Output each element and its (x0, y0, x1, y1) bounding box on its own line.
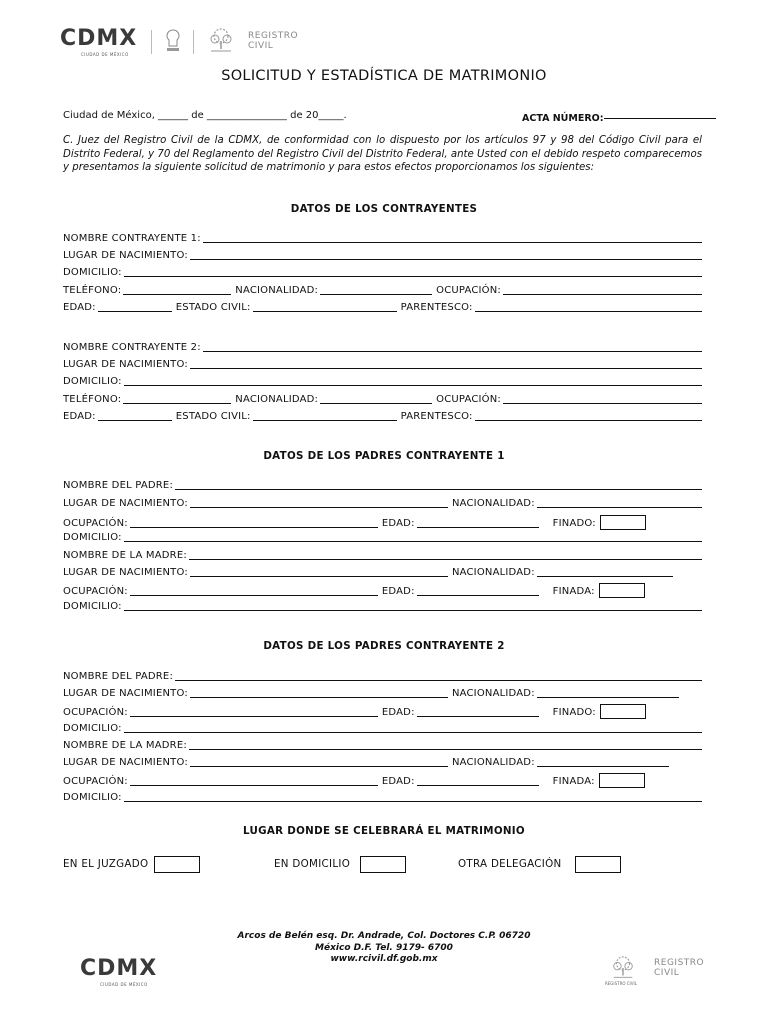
field-label: NOMBRE DE LA MADRE: (63, 740, 187, 751)
row-lugar-nacimiento-c2 (63, 357, 702, 371)
footer-line: México D.F. Tel. 9179- 6700 (315, 942, 453, 953)
row-domicilio-c2 (63, 374, 702, 388)
field-label: TELÉFONO: (63, 285, 122, 296)
row-edad-c2 (63, 409, 702, 423)
footer-registro-logo (600, 953, 720, 989)
nombre-madre-2-field[interactable] (189, 748, 702, 750)
row-nombre-madre-1 (63, 548, 702, 562)
header-logo-bar (55, 22, 325, 62)
row-lugar-nacimiento-c1 (63, 248, 702, 262)
date-line: Ciudad de México, ______ de ________________ de 20_____. (63, 110, 347, 121)
nacionalidad-madre-2-field[interactable] (537, 765, 669, 767)
finada-madre-1-checkbox[interactable] (599, 583, 645, 598)
domicilio-madre-2-field[interactable] (124, 800, 702, 802)
field-label: ESTADO CIVIL: (175, 411, 251, 422)
ocupacion-padre-2-field[interactable] (130, 715, 378, 717)
footer-line[interactable]: www.rcivil.df.gob.mx (330, 954, 438, 964)
field-label: EDAD: (63, 411, 96, 422)
field-label: DOMICILIO: (63, 601, 122, 612)
field-label: LUGAR DE NACIMIENTO: (63, 359, 188, 370)
field-label: FINADO: (552, 707, 596, 718)
domicilio-c1-field[interactable] (124, 275, 702, 277)
domicilio-checkbox[interactable] (360, 856, 406, 873)
footer-line: Arcos de Belén esq. Dr. Andrade, Col. Doctores C.P. 06720 (237, 931, 531, 941)
field-label: PARENTESCO: (400, 411, 473, 422)
field-label: EDAD: (63, 302, 96, 313)
tree-icon (205, 27, 237, 55)
field-label: NOMBRE DEL PADRE: (63, 671, 174, 682)
field-label: NACIONALIDAD: (235, 285, 319, 296)
ocupacion-madre-2-field[interactable] (130, 784, 378, 786)
cdmx-logo-subtitle: CIUDAD DE MÉXICO (81, 52, 129, 57)
row-lugar-nacimiento-madre-2 (63, 755, 702, 769)
row-telefono-c2 (63, 392, 702, 406)
row-nombre-padre-1 (63, 478, 702, 492)
intro-paragraph: C. Juez del Registro Civil de la CDMX, de conformidad con lo dispuesto por los artículos 97 y 98 del Código Civil para el Distrito Federal, y 70 del Reglamento del Registro Civil del Distrito Federal, ante Usted con el debido respeto comparecemos y presentamos la siguiente solicitud de matrimonio y para estos efectos proporcionamos los siguientes: (63, 135, 702, 173)
nacionalidad-madre-1-field[interactable] (537, 575, 673, 577)
field-label: OCUPACIÓN: (63, 707, 128, 718)
field-label: NOMBRE DEL PADRE: (63, 480, 174, 491)
section-lugar-matrimonio: LUGAR DONDE SE CELEBRARÁ EL MATRIMONIO (242, 825, 525, 837)
acta-numero (522, 110, 716, 124)
domicilio-c2-field[interactable] (124, 384, 702, 386)
logo-divider (193, 30, 194, 54)
nacionalidad-c1-field[interactable] (320, 293, 432, 295)
place-label: EN EL JUZGADO (63, 858, 149, 870)
telefono-c1-field[interactable] (123, 293, 231, 295)
acta-numero-line[interactable] (604, 110, 716, 119)
logo-divider (151, 30, 152, 54)
estado-civil-c1-field[interactable] (253, 310, 397, 312)
cdmx-logo: CDMX (80, 956, 158, 981)
field-label: OCUPACIÓN: (63, 518, 128, 529)
edad-c2-field[interactable] (98, 419, 172, 421)
field-label: FINADO: (552, 518, 596, 529)
cdmx-logo-subtitle: CIUDAD DE MÉXICO (100, 982, 148, 987)
place-label: EN DOMICILIO (274, 858, 351, 870)
field-label: NACIONALIDAD: (451, 688, 535, 699)
field-label: FINADA: (552, 776, 595, 787)
edad-madre-1-field[interactable] (417, 594, 539, 596)
field-label: EDAD: (381, 518, 415, 529)
nombre-contrayente-2-field[interactable] (203, 350, 702, 352)
field-label: NOMBRE CONTRAYENTE 2: (63, 342, 201, 353)
lugar-nacimiento-c2-field[interactable] (190, 367, 702, 369)
nacionalidad-padre-2-field[interactable] (537, 696, 679, 698)
field-label: EDAD: (381, 586, 415, 597)
telefono-c2-field[interactable] (123, 402, 231, 404)
place-option-otra-delegacion (458, 855, 621, 873)
row-nombre-contrayente-2 (63, 340, 702, 354)
footer-cdmx-logo (80, 956, 180, 990)
field-label: DOMICILIO: (63, 723, 122, 734)
ocupacion-padre-1-field[interactable] (130, 526, 378, 528)
parentesco-c1-field[interactable] (475, 310, 702, 312)
field-label: OCUPACIÓN: (63, 776, 128, 787)
registro-civil-small: REGISTRO CIVIL (605, 981, 637, 986)
seal-icon (163, 28, 183, 54)
field-label: DOMICILIO: (63, 267, 122, 278)
juzgado-checkbox[interactable] (154, 856, 200, 873)
cdmx-logo: CDMX (60, 26, 138, 51)
nombre-madre-1-field[interactable] (189, 558, 702, 560)
field-label: LUGAR DE NACIMIENTO: (63, 498, 188, 509)
field-label: EDAD: (381, 776, 415, 787)
field-label: OCUPACIÓN: (436, 394, 502, 405)
section-contrayentes: DATOS DE LOS CONTRAYENTES (290, 203, 478, 215)
field-label: NOMBRE CONTRAYENTE 1: (63, 233, 201, 244)
finada-madre-2-checkbox[interactable] (599, 773, 645, 788)
otra-delegacion-checkbox[interactable] (575, 856, 621, 873)
field-label: LUGAR DE NACIMIENTO: (63, 757, 188, 768)
edad-c1-field[interactable] (98, 310, 172, 312)
field-label: NACIONALIDAD: (451, 498, 535, 509)
ocupacion-c2-field[interactable] (503, 402, 702, 404)
lugar-nacimiento-padre-1-field[interactable] (190, 506, 448, 508)
nacionalidad-c2-field[interactable] (320, 402, 432, 404)
nombre-padre-1-field[interactable] (175, 488, 702, 490)
parentesco-c2-field[interactable] (475, 419, 702, 421)
registro-civil-logo: REGISTRO CIVIL (248, 31, 299, 51)
field-label: DOMICILIO: (63, 376, 122, 387)
row-domicilio-padre-1 (63, 530, 702, 544)
ocupacion-madre-1-field[interactable] (130, 594, 378, 596)
field-label: TELÉFONO: (63, 394, 122, 405)
field-label: OCUPACIÓN: (436, 285, 502, 296)
page-title: SOLICITUD Y ESTADÍSTICA DE MATRIMONIO (221, 68, 547, 84)
field-label: NACIONALIDAD: (451, 567, 535, 578)
place-option-juzgado (63, 855, 200, 873)
row-nombre-contrayente-1 (63, 231, 702, 245)
row-nombre-madre-2 (63, 738, 702, 752)
acta-numero-label: ACTA NÚMERO: (522, 113, 604, 124)
row-lugar-nacimiento-padre-2 (63, 686, 702, 700)
row-ocupacion-madre-2 (63, 772, 702, 788)
domicilio-madre-1-field[interactable] (124, 609, 702, 611)
field-label: LUGAR DE NACIMIENTO: (63, 567, 188, 578)
field-label: PARENTESCO: (400, 302, 473, 313)
field-label: DOMICILIO: (63, 792, 122, 803)
field-label: LUGAR DE NACIMIENTO: (63, 250, 188, 261)
edad-madre-2-field[interactable] (417, 784, 539, 786)
nombre-contrayente-1-field[interactable] (203, 241, 702, 243)
field-label: NACIONALIDAD: (235, 394, 319, 405)
field-label: FINADA: (552, 586, 595, 597)
field-label: DOMICILIO: (63, 532, 122, 543)
row-domicilio-padre-2 (63, 721, 702, 735)
field-label: LUGAR DE NACIMIENTO: (63, 688, 188, 699)
lugar-nacimiento-madre-1-field[interactable] (190, 575, 448, 577)
row-lugar-nacimiento-madre-1 (63, 565, 702, 579)
field-label: NOMBRE DE LA MADRE: (63, 550, 187, 561)
section-padres-contrayente-2: DATOS DE LOS PADRES CONTRAYENTE 2 (263, 640, 505, 652)
edad-padre-1-field[interactable] (417, 526, 539, 528)
place-label: OTRA DELEGACIÓN (458, 858, 562, 870)
row-domicilio-madre-1 (63, 599, 702, 613)
field-label: OCUPACIÓN: (63, 586, 128, 597)
registro-civil-logo: REGISTRO CIVIL (654, 958, 705, 978)
lugar-nacimiento-madre-2-field[interactable] (190, 765, 448, 767)
tree-icon (608, 955, 638, 981)
field-label: ESTADO CIVIL: (175, 302, 251, 313)
row-ocupacion-padre-2 (63, 703, 702, 719)
row-domicilio-c1 (63, 265, 702, 279)
section-padres-contrayente-1: DATOS DE LOS PADRES CONTRAYENTE 1 (263, 450, 505, 462)
domicilio-padre-1-field[interactable] (124, 540, 702, 542)
row-lugar-nacimiento-padre-1 (63, 496, 702, 510)
estado-civil-c2-field[interactable] (253, 419, 397, 421)
row-ocupacion-padre-1 (63, 514, 702, 530)
row-nombre-padre-2 (63, 669, 702, 683)
lugar-nacimiento-c1-field[interactable] (190, 258, 702, 260)
ocupacion-c1-field[interactable] (503, 293, 702, 295)
field-label: NACIONALIDAD: (451, 757, 535, 768)
nombre-padre-2-field[interactable] (175, 679, 702, 681)
row-telefono-c1 (63, 283, 702, 297)
lugar-nacimiento-padre-2-field[interactable] (190, 696, 448, 698)
field-label: EDAD: (381, 707, 415, 718)
finado-padre-2-checkbox[interactable] (600, 704, 646, 719)
row-ocupacion-madre-1 (63, 582, 702, 598)
place-option-domicilio (274, 855, 406, 873)
row-edad-c1 (63, 300, 702, 314)
domicilio-padre-2-field[interactable] (124, 731, 702, 733)
finado-padre-1-checkbox[interactable] (600, 515, 646, 530)
nacionalidad-padre-1-field[interactable] (537, 506, 702, 508)
edad-padre-2-field[interactable] (417, 715, 539, 717)
row-domicilio-madre-2 (63, 790, 702, 804)
